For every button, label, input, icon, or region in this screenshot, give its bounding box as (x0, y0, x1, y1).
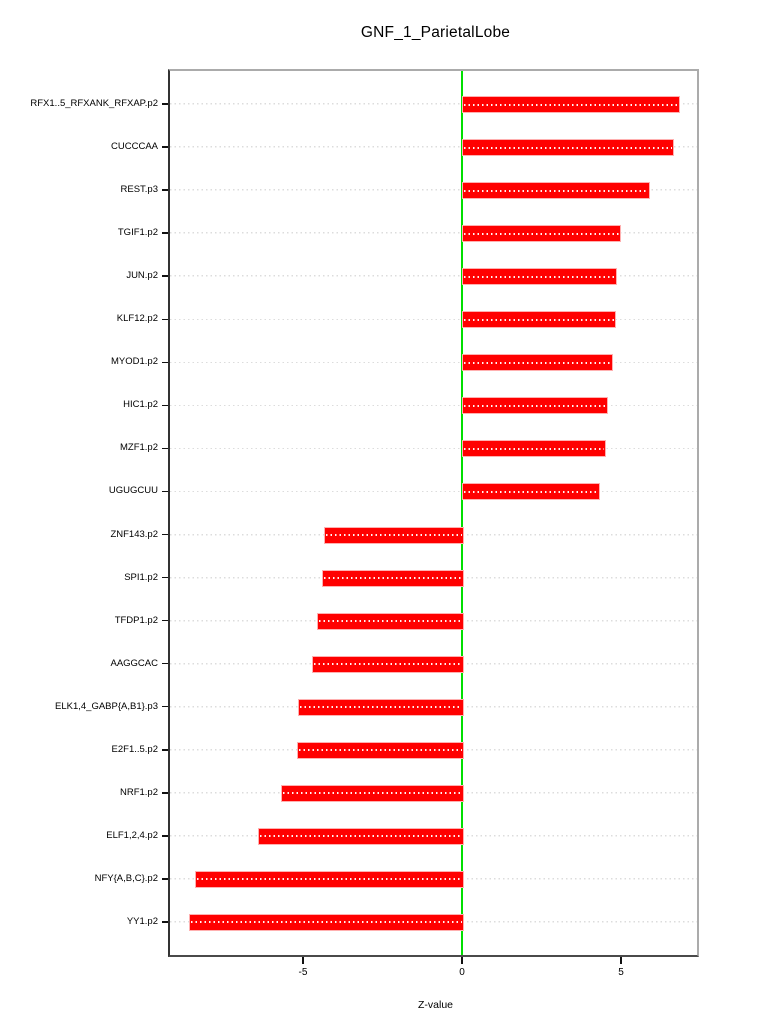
bar-grid-dots (464, 405, 606, 407)
y-axis-tick (162, 189, 168, 191)
y-axis-tick (162, 232, 168, 234)
bar-grid-dots (464, 190, 648, 192)
y-axis-tick (162, 103, 168, 105)
x-axis-tick-label: -5 (298, 967, 308, 978)
y-axis-tick (162, 792, 168, 794)
x-axis-tick-label: 5 (618, 967, 624, 978)
bar-grid-dots (319, 620, 462, 622)
y-axis-category-label: KLF12.p2 (116, 313, 158, 325)
grid-line (170, 447, 697, 449)
bar (189, 914, 464, 931)
grid-line (170, 490, 697, 492)
bar (462, 440, 606, 457)
grid-line (170, 361, 697, 363)
bar-grid-dots (464, 276, 615, 278)
y-axis-category-label: NRF1.p2 (119, 786, 158, 798)
y-axis-tick (162, 878, 168, 880)
grid-line (170, 275, 697, 277)
bar (462, 311, 616, 328)
y-axis-category-label: REST.p3 (120, 184, 158, 196)
bar (322, 570, 464, 587)
bar-grid-dots (464, 448, 604, 450)
y-axis-category-label: CUCCCAA (111, 141, 158, 153)
x-axis-tick (302, 957, 304, 964)
y-axis-category-label: RFX1..5_RFXANK_RFXAP.p2 (30, 98, 158, 109)
y-axis-tick (162, 319, 168, 321)
bar (462, 397, 608, 414)
bar (195, 871, 464, 888)
bar-grid-dots (314, 663, 462, 665)
y-axis-category-label: ELF1,2,4.p2 (106, 829, 158, 841)
y-axis-tick (162, 835, 168, 837)
y-axis-category-label: SPI1.p2 (124, 571, 158, 583)
bar (258, 828, 464, 845)
y-axis-tick (162, 663, 168, 665)
bar (462, 483, 600, 500)
y-axis-tick (162, 620, 168, 622)
bar-grid-dots (464, 147, 672, 149)
y-axis-category-label: AAGGCAC (110, 657, 158, 669)
x-axis-tick (620, 957, 622, 964)
bar (297, 742, 464, 759)
y-axis-category-label: ZNF143.p2 (110, 528, 158, 540)
bar (462, 139, 674, 156)
bar-grid-dots (299, 749, 462, 751)
x-axis-tick-label: 0 (459, 967, 465, 978)
chart-title: GNF_1_ParietalLobe (360, 24, 511, 41)
bar-grid-dots (464, 362, 611, 364)
y-axis-tick (162, 362, 168, 364)
bar (462, 182, 650, 199)
bar (312, 656, 464, 673)
y-axis-tick (162, 534, 168, 536)
bar (298, 699, 464, 716)
y-axis-category-label: JUN.p2 (126, 270, 158, 282)
grid-line (170, 318, 697, 320)
y-axis-tick (162, 921, 168, 923)
y-axis-category-label: TGIF1.p2 (117, 227, 158, 239)
bar-grid-dots (324, 577, 462, 579)
x-axis-tick (461, 957, 463, 964)
bar-grid-dots (464, 491, 598, 493)
y-axis-tick (162, 706, 168, 708)
y-axis-tick (162, 448, 168, 450)
bar-grid-dots (191, 921, 462, 923)
y-axis-category-label: MZF1.p2 (119, 442, 158, 454)
y-axis-tick (162, 577, 168, 579)
bar-grid-dots (326, 534, 462, 536)
y-axis-category-label: UGUGCUU (108, 485, 158, 497)
y-axis-category-label: TFDP1.p2 (114, 614, 158, 626)
y-axis-tick (162, 749, 168, 751)
bar-grid-dots (260, 835, 462, 837)
y-axis-tick (162, 275, 168, 277)
bar-grid-dots (464, 319, 614, 321)
y-axis-category-label: HIC1.p2 (123, 399, 158, 411)
x-axis-label: Z-value (417, 999, 453, 1011)
bar (281, 785, 464, 802)
bar (462, 225, 621, 242)
bar-grid-dots (197, 878, 462, 880)
grid-line (170, 404, 697, 406)
plot-area (30, 69, 699, 978)
y-axis-category-label: MYOD1.p2 (111, 356, 158, 368)
bar (324, 527, 464, 544)
y-axis-category-label: NFY{A,B,C}.p2 (94, 872, 158, 884)
y-axis-category-label: YY1.p2 (126, 915, 158, 927)
bar-grid-dots (300, 706, 462, 708)
zero-reference-line (461, 71, 463, 955)
bar-grid-dots (283, 792, 462, 794)
bar-grid-dots (464, 104, 678, 106)
bar-grid-dots (464, 233, 619, 235)
bar (317, 613, 464, 630)
y-axis-category-label: E2F1..5.p2 (111, 743, 158, 755)
bar (462, 354, 613, 371)
y-axis-tick (162, 405, 168, 407)
y-axis-tick (162, 146, 168, 148)
y-axis-category-label: ELK1,4_GABP{A,B1}.p3 (55, 700, 158, 712)
bar (462, 96, 680, 113)
bar (462, 268, 617, 285)
y-axis-tick (162, 491, 168, 493)
